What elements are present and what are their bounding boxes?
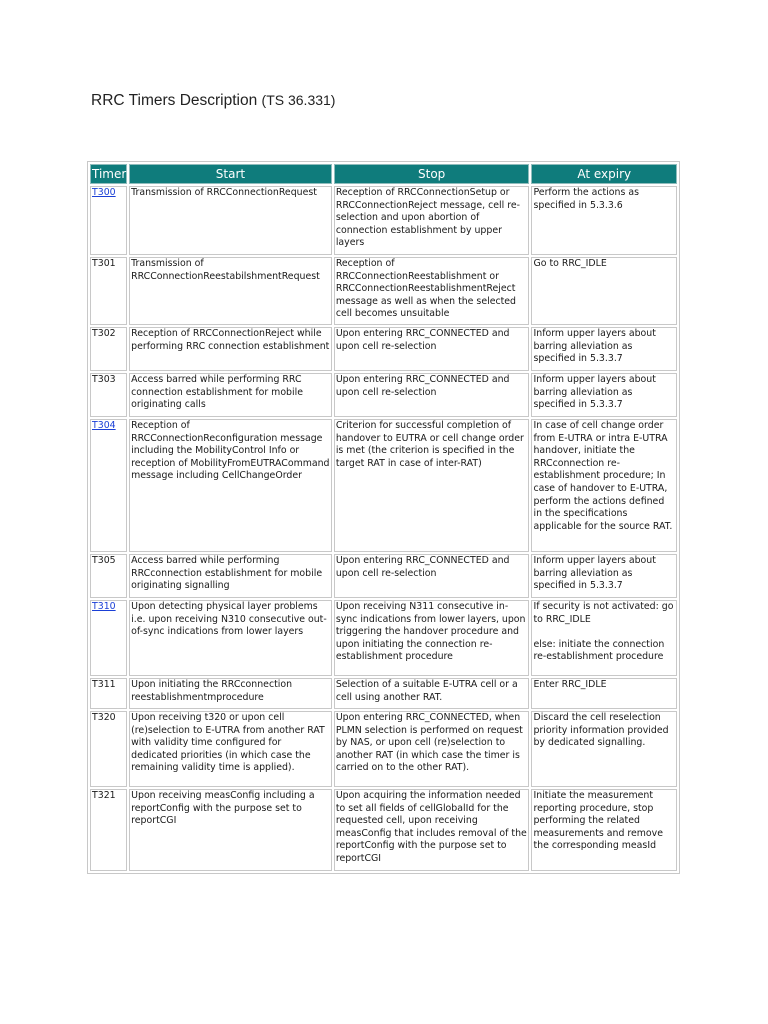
expiry-cell: Inform upper layers about barring alleviation as specified in 5.3.3.7 bbox=[531, 373, 677, 417]
expiry-cell: Discard the cell reselection priority information provided by dedicated signalling. bbox=[531, 711, 677, 787]
expiry-cell: Go to RRC_IDLE bbox=[531, 257, 677, 325]
timer-label: T301 bbox=[92, 258, 116, 269]
timer-cell[interactable] bbox=[90, 419, 127, 552]
timer-link[interactable]: T304 bbox=[92, 420, 116, 431]
timer-cell[interactable] bbox=[90, 600, 127, 676]
title-spec-ref: (TS 36.331) bbox=[261, 92, 336, 108]
header-stop: Stop bbox=[334, 164, 530, 184]
expiry-cell: Enter RRC_IDLE bbox=[531, 678, 677, 709]
stop-cell: Selection of a suitable E-UTRA cell or a cell using another RAT. bbox=[334, 678, 530, 709]
start-cell: Upon initiating the RRCconnection reestablishmentmprocedure bbox=[129, 678, 332, 709]
timer-link[interactable]: T300 bbox=[92, 187, 116, 198]
start-cell: Upon receiving t320 or upon cell (re)selection to E-UTRA from another RAT with validity time configured for dedicated priorities (in which case the remaining validity time is applied). bbox=[129, 711, 332, 787]
page-title bbox=[91, 92, 335, 110]
start-cell: Upon detecting physical layer problems i.e. upon receiving N310 consecutive out-of-sync indications from lower layers bbox=[129, 600, 332, 676]
timer-cell bbox=[90, 257, 127, 325]
start-cell: Upon receiving measConfig including a reportConfig with the purpose set to reportCGI bbox=[129, 789, 332, 871]
table-row bbox=[90, 419, 677, 552]
expiry-cell: Inform upper layers about barring alleviation as specified in 5.3.3.7 bbox=[531, 554, 677, 598]
stop-cell: Upon entering RRC_CONNECTED and upon cell re-selection bbox=[334, 327, 530, 371]
title-text: RRC Timers Description bbox=[91, 92, 258, 109]
timer-cell bbox=[90, 373, 127, 417]
start-cell: Transmission of RRCConnectionRequest bbox=[129, 186, 332, 255]
stop-cell: Criterion for successful completion of handover to EUTRA or cell change order is met (the criterion is specified in the target RAT in case of inter-RAT) bbox=[334, 419, 530, 552]
header-start: Start bbox=[129, 164, 332, 184]
start-cell: Access barred while performing RRCconnection establishment for mobile originating signalling bbox=[129, 554, 332, 598]
header-at-expiry: At expiry bbox=[531, 164, 677, 184]
expiry-cell: In case of cell change order from E-UTRA or intra E-UTRA handover, initiate the RRCconnection re-establishment procedure; In case of handover to E-UTRA, perform the actions defined in the specifications applicable for the source RAT. bbox=[531, 419, 677, 552]
timer-cell bbox=[90, 554, 127, 598]
timer-cell bbox=[90, 711, 127, 787]
stop-cell: Upon entering RRC_CONNECTED, when PLMN selection is performed on request by NAS, or upon cell (re)selection to another RAT (in which case the timer is carried on to the other RAT). bbox=[334, 711, 530, 787]
rrc-timers-table bbox=[87, 161, 680, 874]
stop-cell: Reception of RRCConnectionReestablishment or RRCConnectionReestablishmentReject message as well as when the selected cell becomes unsuitable bbox=[334, 257, 530, 325]
table-row bbox=[90, 789, 677, 871]
timer-cell bbox=[90, 678, 127, 709]
timer-cell bbox=[90, 789, 127, 871]
expiry-cell: Inform upper layers about barring alleviation as specified in 5.3.3.7 bbox=[531, 327, 677, 371]
timer-label: T302 bbox=[92, 328, 116, 339]
start-cell: Access barred while performing RRC connection establishment for mobile originating calls bbox=[129, 373, 332, 417]
table-row bbox=[90, 600, 677, 676]
timer-label: T303 bbox=[92, 374, 116, 385]
timer-label: T311 bbox=[92, 679, 116, 690]
expiry-cell: Initiate the measurement reporting procedure, stop performing the related measurements and remove the corresponding measId bbox=[531, 789, 677, 871]
table-row bbox=[90, 678, 677, 709]
header-timer: Timer bbox=[90, 164, 127, 184]
table-row bbox=[90, 373, 677, 417]
stop-cell: Upon acquiring the information needed to set all fields of cellGlobalId for the requested cell, upon receiving measConfig that includes removal of the reportConfig with the purpose set to reportCGI bbox=[334, 789, 530, 871]
timer-label: T321 bbox=[92, 790, 116, 801]
timer-label: T305 bbox=[92, 555, 116, 566]
timer-link[interactable]: T310 bbox=[92, 601, 116, 612]
start-cell: Reception of RRCConnectionReconfiguration message including the MobilityControl Info or reception of MobilityFromEUTRACommand message including CellChangeOrder bbox=[129, 419, 332, 552]
table-row bbox=[90, 186, 677, 255]
timer-cell[interactable] bbox=[90, 186, 127, 255]
stop-cell: Reception of RRCConnectionSetup or RRCConnectionReject message, cell re-selection and upon abortion of connection establishment by upper layers bbox=[334, 186, 530, 255]
table-row bbox=[90, 257, 677, 325]
start-cell: Transmission of RRCConnectionReestabilshmentRequest bbox=[129, 257, 332, 325]
table-row bbox=[90, 327, 677, 371]
start-cell: Reception of RRCConnectionReject while performing RRC connection establishment bbox=[129, 327, 332, 371]
timer-label: T320 bbox=[92, 712, 116, 723]
table-row bbox=[90, 554, 677, 598]
table-header-row bbox=[90, 164, 677, 184]
expiry-cell: If security is not activated: go to RRC_IDLE else: initiate the connection re-establishment procedure bbox=[531, 600, 677, 676]
expiry-cell: Perform the actions as specified in 5.3.3.6 bbox=[531, 186, 677, 255]
stop-cell: Upon receiving N311 consecutive in-sync indications from lower layers, upon triggering the handover procedure and upon initiating the connection re-establishment procedure bbox=[334, 600, 530, 676]
table-row bbox=[90, 711, 677, 787]
stop-cell: Upon entering RRC_CONNECTED and upon cell re-selection bbox=[334, 373, 530, 417]
stop-cell: Upon entering RRC_CONNECTED and upon cell re-selection bbox=[334, 554, 530, 598]
timer-cell bbox=[90, 327, 127, 371]
